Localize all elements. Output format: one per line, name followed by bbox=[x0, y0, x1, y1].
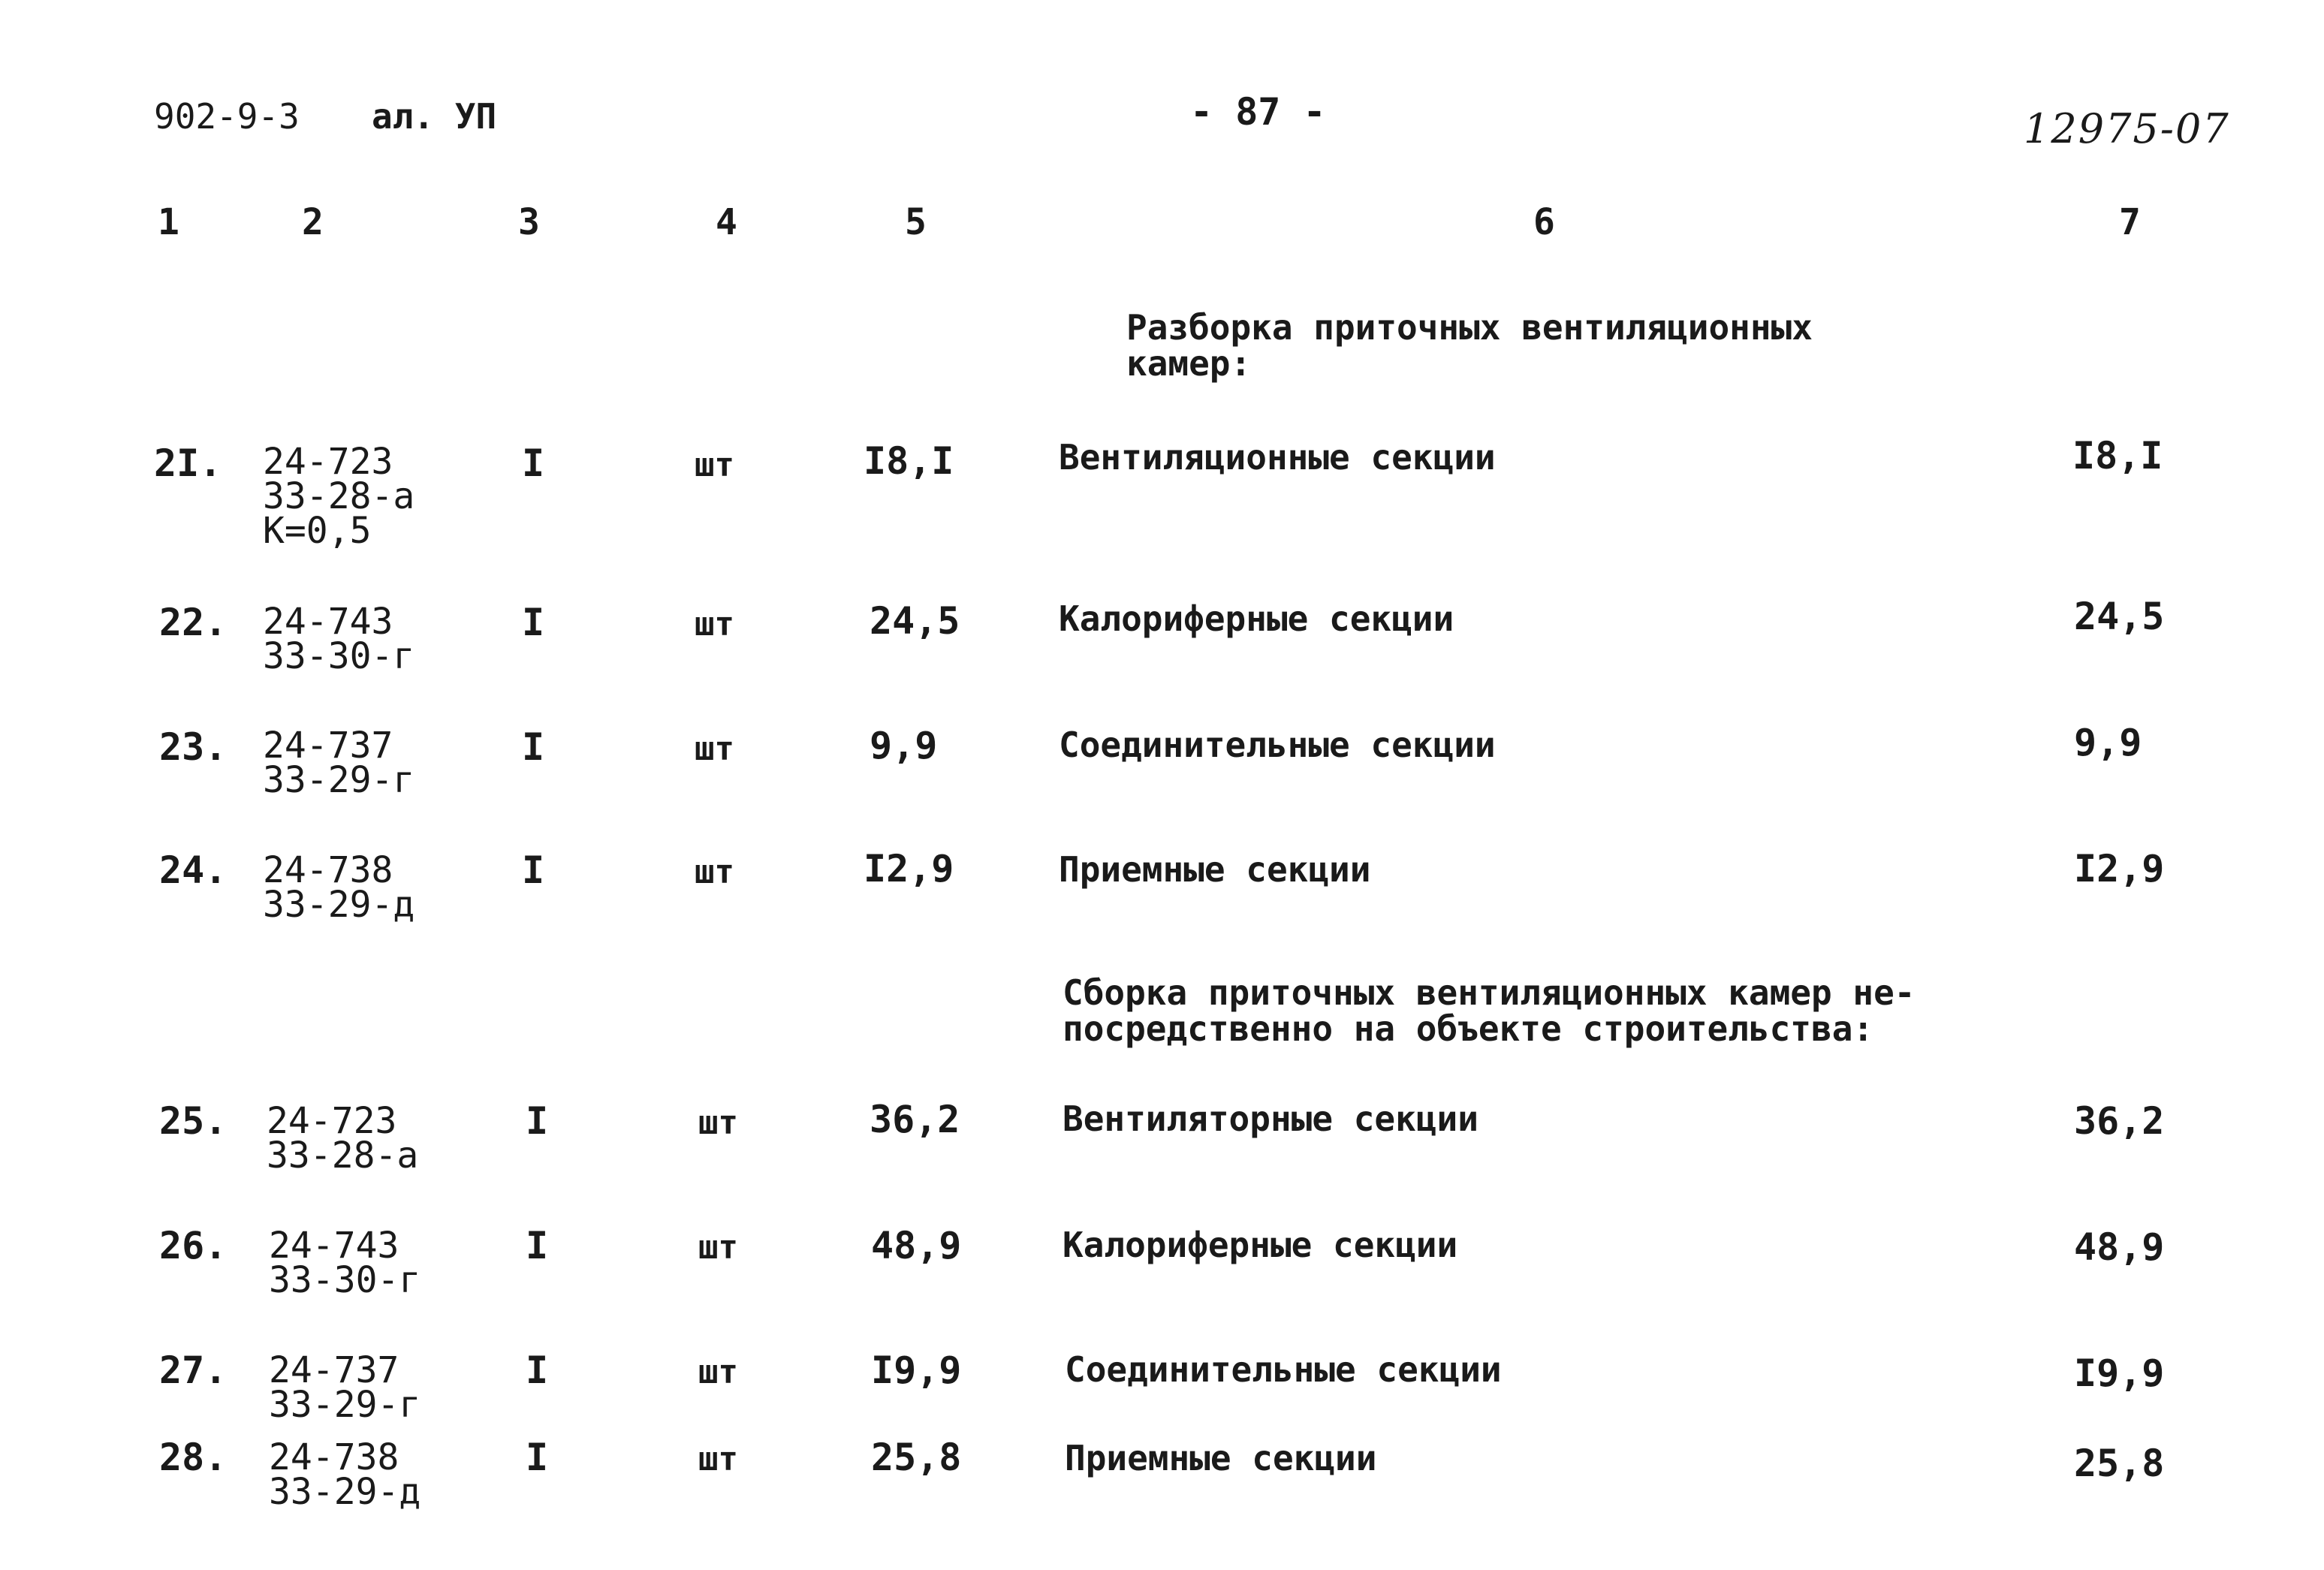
value: I2,9 bbox=[864, 847, 954, 890]
inventory-number: 12975-07 bbox=[2024, 105, 2230, 152]
album-label: ал. УП bbox=[372, 96, 497, 137]
row-number: 28. bbox=[159, 1436, 228, 1479]
doc-code: 902-9-3 bbox=[154, 96, 300, 137]
quantity: I bbox=[522, 848, 545, 892]
quantity: I bbox=[522, 725, 545, 769]
total: 24,5 bbox=[2074, 595, 2165, 638]
description: Соединительные секции bbox=[1059, 725, 1496, 765]
unit: шт bbox=[695, 730, 734, 768]
description: Приемные секции bbox=[1065, 1438, 1377, 1478]
unit: шт bbox=[698, 1440, 738, 1478]
description: Вентиляционные секции bbox=[1059, 437, 1496, 478]
total: 25,8 bbox=[2074, 1442, 2165, 1485]
quantity: I bbox=[526, 1349, 549, 1392]
value: 9,9 bbox=[870, 724, 938, 767]
column-number-6: 6 bbox=[1533, 201, 1555, 243]
description: Калориферные секции bbox=[1059, 598, 1454, 639]
total: I2,9 bbox=[2074, 847, 2165, 890]
unit: шт bbox=[698, 1228, 738, 1267]
quantity: I bbox=[526, 1224, 549, 1267]
quantity: I bbox=[526, 1436, 549, 1479]
price-code: 24-738 33-29-д bbox=[269, 1436, 421, 1513]
row-number: 2I. bbox=[154, 441, 222, 485]
quantity: I bbox=[522, 601, 545, 644]
column-number-1: 1 bbox=[158, 201, 179, 243]
quantity: I bbox=[526, 1099, 549, 1143]
description: Калориферные секции bbox=[1063, 1225, 1458, 1265]
price-code: 24-743 33-30-г bbox=[263, 601, 415, 677]
price-code: 24-723 33-28-а bbox=[267, 1100, 419, 1177]
row-number: 22. bbox=[159, 601, 228, 644]
unit: шт bbox=[698, 1353, 738, 1391]
column-number-3: 3 bbox=[518, 201, 540, 243]
total: 36,2 bbox=[2074, 1099, 2165, 1143]
value: 24,5 bbox=[870, 599, 960, 643]
unit: шт bbox=[695, 853, 734, 891]
description: Соединительные секции bbox=[1065, 1349, 1502, 1390]
section-heading-assembly: Сборка приточных вентиляционных камер не- посредственно на объекте строительства: bbox=[1063, 972, 1916, 1049]
total: 9,9 bbox=[2074, 721, 2142, 764]
description: Приемные секции bbox=[1059, 849, 1371, 890]
description: Вентиляторные секции bbox=[1063, 1098, 1478, 1139]
value: 36,2 bbox=[870, 1098, 960, 1141]
total: I9,9 bbox=[2074, 1352, 2165, 1395]
row-number: 24. bbox=[159, 848, 228, 892]
value: I9,9 bbox=[871, 1349, 962, 1392]
row-number: 25. bbox=[159, 1099, 228, 1143]
row-number: 27. bbox=[159, 1349, 228, 1392]
quantity: I bbox=[522, 441, 545, 485]
total: 48,9 bbox=[2074, 1225, 2165, 1269]
price-code: 24-723 33-28-а К=0,5 bbox=[263, 441, 415, 552]
total: I8,I bbox=[2072, 434, 2163, 478]
unit: шт bbox=[695, 446, 734, 484]
column-number-2: 2 bbox=[302, 201, 324, 243]
row-number: 23. bbox=[159, 725, 228, 769]
unit: шт bbox=[698, 1104, 738, 1142]
price-code: 24-737 33-29-г bbox=[263, 725, 415, 801]
price-code: 24-737 33-29-г bbox=[269, 1349, 421, 1426]
page-number: - 87 - bbox=[1190, 90, 1326, 134]
row-number: 26. bbox=[159, 1224, 228, 1267]
price-code: 24-743 33-30-г bbox=[269, 1225, 421, 1301]
section-heading-disassembly: Разборка приточных вентиляционных камер: bbox=[1126, 307, 1813, 384]
value: I8,I bbox=[864, 439, 954, 483]
value: 25,8 bbox=[871, 1436, 962, 1479]
unit: шт bbox=[695, 605, 734, 643]
column-number-5: 5 bbox=[905, 201, 927, 243]
column-number-7: 7 bbox=[2119, 201, 2141, 243]
value: 48,9 bbox=[871, 1224, 962, 1267]
price-code: 24-738 33-29-д bbox=[263, 849, 415, 926]
column-number-4: 4 bbox=[716, 201, 737, 243]
